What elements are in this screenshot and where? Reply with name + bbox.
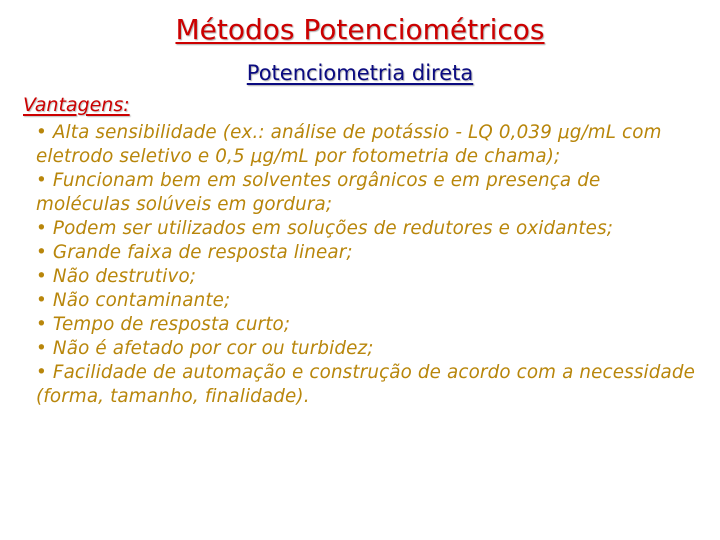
- list-item-text: Não destrutivo;: [52, 266, 197, 287]
- list-item: [36, 361, 700, 409]
- list-item: [36, 313, 700, 337]
- list-item: [36, 217, 700, 241]
- list-item: [36, 121, 700, 169]
- list-item: [36, 265, 700, 289]
- bullet-icon: •: [36, 290, 47, 311]
- slide-title-text: Métodos Potenciométricos: [175, 13, 545, 46]
- bullet-icon: •: [36, 362, 47, 383]
- bullet-icon: •: [36, 266, 47, 287]
- list-item-text: Podem ser utilizados em soluções de redutores e oxidantes;: [52, 218, 614, 239]
- list-item: [36, 241, 700, 265]
- list-item: [36, 289, 700, 313]
- list-item-text: Tempo de resposta curto;: [52, 314, 291, 335]
- bullet-icon: •: [36, 122, 47, 143]
- slide-subtitle: [0, 61, 720, 86]
- list-item-text: Não é afetado por cor ou turbidez;: [52, 338, 374, 359]
- list-item-text: Não contaminante;: [52, 290, 231, 311]
- list-item-text: Facilidade de automação e construção de acordo com a necessidade (forma, tamanho, finalidade).: [36, 362, 695, 407]
- slide-title: [0, 14, 720, 46]
- slide-subtitle-text: Potenciometria direta: [246, 61, 474, 85]
- bullet-icon: •: [36, 170, 47, 191]
- bullet-icon: •: [36, 314, 47, 335]
- section-label-vantagens: Vantagens:: [23, 94, 130, 116]
- list-item-text: Grande faixa de resposta linear;: [52, 242, 353, 263]
- list-item: [36, 169, 700, 217]
- bullet-icon: •: [36, 338, 47, 359]
- bullet-icon: •: [36, 242, 47, 263]
- advantages-list: [36, 121, 700, 409]
- list-item-text: Alta sensibilidade (ex.: análise de potássio - LQ 0,039 μg/mL com eletrodo seletivo e 0,5 μg/mL por fotometria de chama);: [36, 122, 662, 167]
- list-item-text: Funcionam bem em solventes orgânicos e em presença de moléculas solúveis em gordura;: [36, 170, 601, 215]
- list-item: [36, 337, 700, 361]
- bullet-icon: •: [36, 218, 47, 239]
